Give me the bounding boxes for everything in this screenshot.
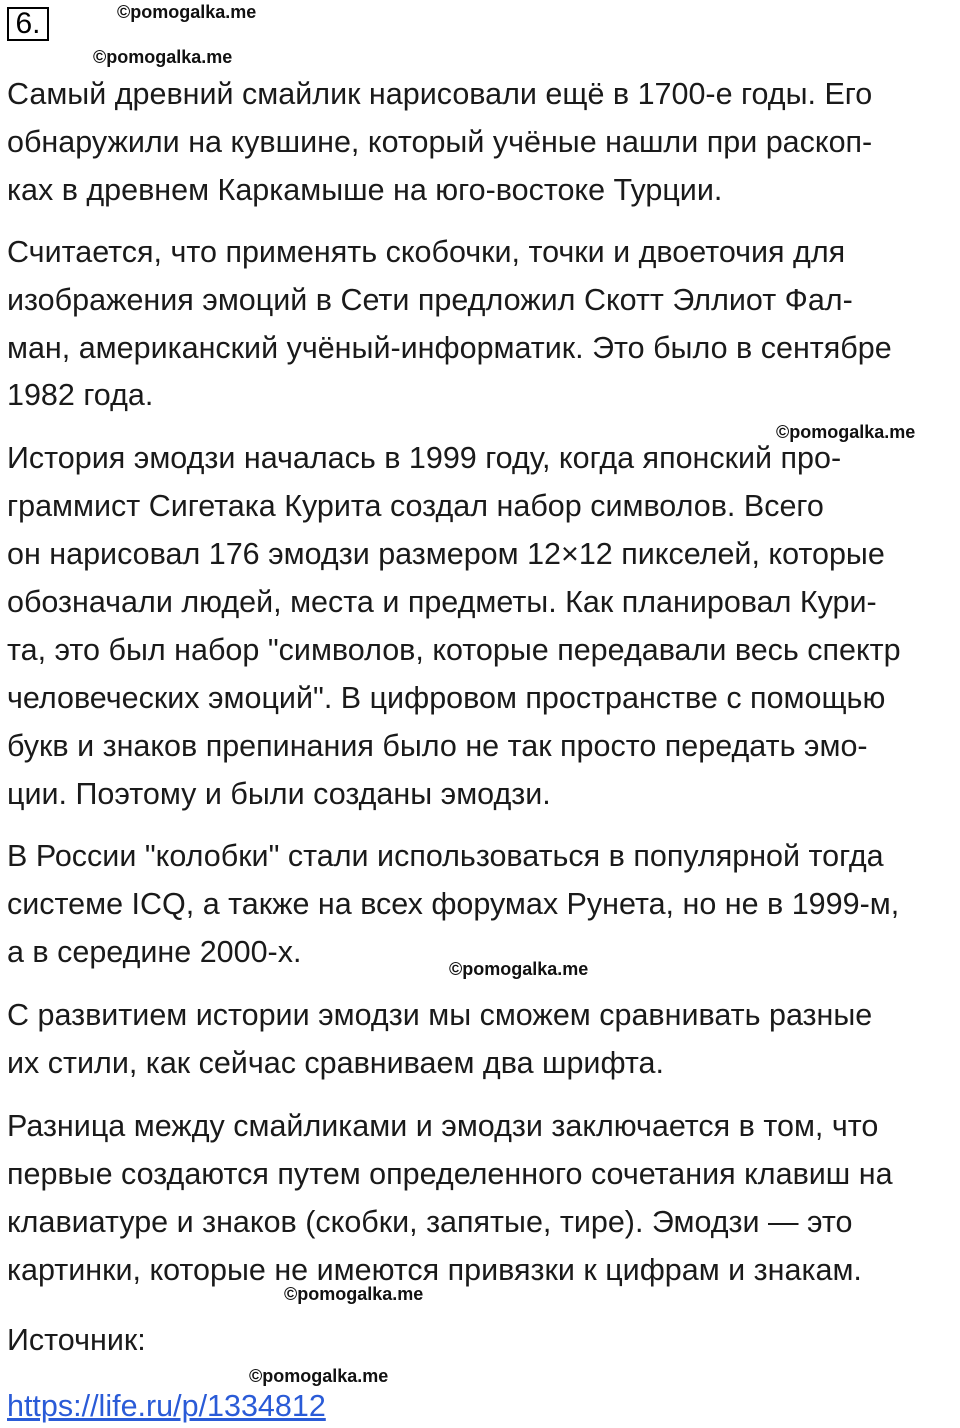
text-line: букв и знаков препинания было не так просто передать эмо- (7, 729, 868, 763)
text-line: С развитием истории эмодзи мы сможем сравнивать разные (7, 998, 873, 1032)
text-line: 1982 года. (7, 378, 154, 412)
source-label: Источник: (7, 1323, 146, 1357)
text-line: картинки, которые не имеются привязки к цифрам и знакам. (7, 1253, 862, 1287)
text-line: а в середине 2000-х. (7, 935, 302, 969)
text-line: Считается, что применять скобочки, точки и двоеточия для (7, 235, 846, 269)
source-link[interactable]: https://life.ru/p/1334812 (7, 1389, 326, 1423)
text-line: клавиатуре и знаков (скобки, запятые, тире). Эмодзи — это (7, 1205, 853, 1239)
watermark: ©pomogalka.me (449, 959, 589, 979)
text-line: Самый древний смайлик нарисовали ещё в 1700-е годы. Его (7, 77, 873, 111)
watermark: ©pomogalka.me (284, 1284, 424, 1304)
text-line: ман, американский учёный-информатик. Это было в сентябре (7, 331, 892, 365)
text-line: та, это был набор "символов, которые передавали весь спектр (7, 633, 901, 667)
text-line: Разница между смайликами и эмодзи заключается в том, что (7, 1109, 879, 1143)
text-line: граммист Сигетака Курита создал набор символов. Всего (7, 489, 824, 523)
watermark: ©pomogalka.me (93, 47, 233, 67)
text-line: В России "колобки" стали использоваться в популярной тогда (7, 839, 884, 873)
text-line: ции. Поэтому и были созданы эмодзи. (7, 777, 551, 811)
task-number: 6. (7, 7, 49, 41)
text-line: обнаружили на кувшине, который учёные нашли при раскоп- (7, 125, 873, 159)
text-line: изображения эмоций в Сети предложил Скотт Эллиот Фал- (7, 283, 853, 317)
text-line: первые создаются путем определенного сочетания клавиш на (7, 1157, 893, 1191)
text-line: человеческих эмоций". В цифровом пространстве с помощью (7, 681, 886, 715)
watermark: ©pomogalka.me (776, 422, 916, 442)
text-line: История эмодзи началась в 1999 году, когда японский про- (7, 441, 842, 475)
text-line: он нарисовал 176 эмодзи размером 12×12 пикселей, которые (7, 537, 885, 571)
text-line: ках в древнем Каркамыше на юго-востоке Турции. (7, 173, 723, 207)
watermark: ©pomogalka.me (249, 1366, 389, 1386)
text-line: системе ICQ, а также на всех форумах Рунета, но не в 1999-м, (7, 887, 900, 921)
text-line: обозначали людей, места и предметы. Как планировал Кури- (7, 585, 877, 619)
watermark: ©pomogalka.me (117, 2, 257, 22)
text-line: их стили, как сейчас сравниваем два шрифта. (7, 1046, 664, 1080)
